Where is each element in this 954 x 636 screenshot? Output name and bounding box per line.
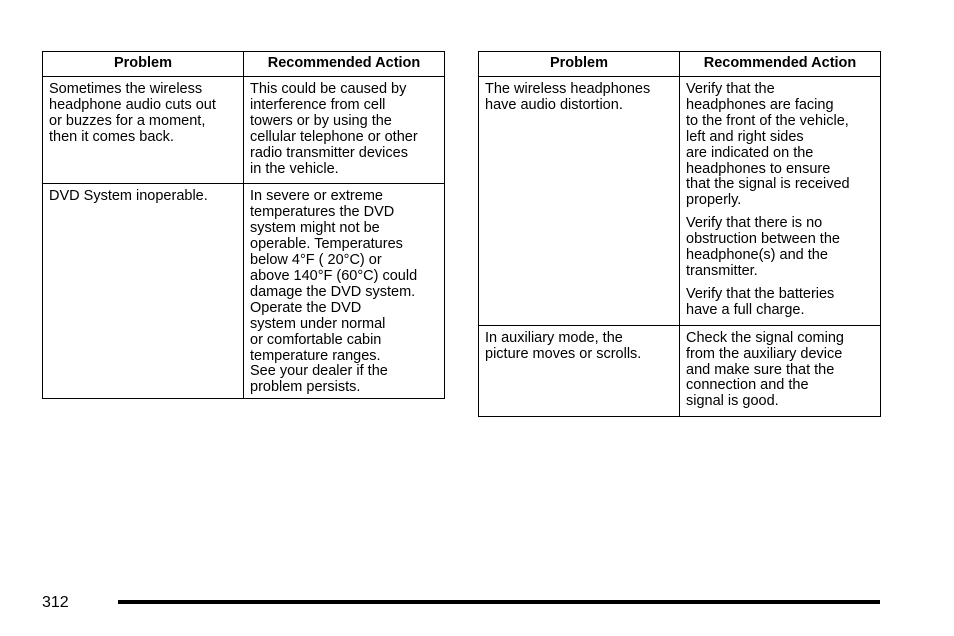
problem-text: DVD System inoperable. bbox=[49, 188, 208, 205]
troubleshooting-table-right bbox=[478, 51, 881, 417]
action-text: In severe or extreme temperatures the DVD system might not be operable. Temperatures below 4°F ( 20°C) or above 140°F (60°C) could damage the DVD system. Operate the DVD system under normal or comfortable cabin temperature ranges. See your dealer if the problem persists. bbox=[250, 188, 418, 396]
footer-rule bbox=[118, 600, 880, 604]
action-cell bbox=[680, 77, 881, 326]
table-header-row bbox=[43, 52, 445, 77]
problem-text: The wireless headphones have audio distortion. bbox=[485, 81, 651, 113]
problem-cell bbox=[479, 325, 680, 417]
header-problem: Problem bbox=[479, 52, 680, 77]
action-text: Verify that the headphones are facing to the front of the vehicle, left and right sides are indicated on the headphones to ensure that the signal is received properly. bbox=[686, 81, 850, 209]
header-recommended-action: Recommended Action bbox=[244, 52, 445, 77]
table-row bbox=[43, 77, 445, 184]
action-text: This could be caused by interference from cell towers or by using the cellular telephone or other radio transmitter devices in the vehicle. bbox=[250, 81, 418, 177]
action-text: Check the signal coming from the auxiliary device and make sure that the connection and the signal is good. bbox=[686, 329, 844, 410]
header-recommended-action: Recommended Action bbox=[680, 52, 881, 77]
problem-text: Sometimes the wireless headphone audio cuts out or buzzes for a moment, then it comes back. bbox=[49, 81, 216, 145]
table-row bbox=[479, 77, 881, 326]
problem-text: In auxiliary mode, the picture moves or scrolls. bbox=[485, 329, 642, 362]
action-cell bbox=[680, 325, 881, 417]
problem-cell bbox=[479, 77, 680, 326]
action-text: Verify that there is no obstruction between the headphone(s) and the transmitter. bbox=[686, 215, 840, 279]
table-row bbox=[43, 184, 445, 399]
table-row bbox=[479, 325, 881, 417]
action-text: Verify that the batteries have a full charge. bbox=[686, 285, 835, 318]
action-cell bbox=[244, 77, 445, 184]
action-cell bbox=[244, 184, 445, 399]
header-problem: Problem bbox=[43, 52, 244, 77]
table-header-row bbox=[479, 52, 881, 77]
page-number: 312 bbox=[42, 594, 69, 611]
troubleshooting-table-left bbox=[42, 51, 445, 399]
problem-cell bbox=[43, 77, 244, 184]
problem-cell bbox=[43, 184, 244, 399]
